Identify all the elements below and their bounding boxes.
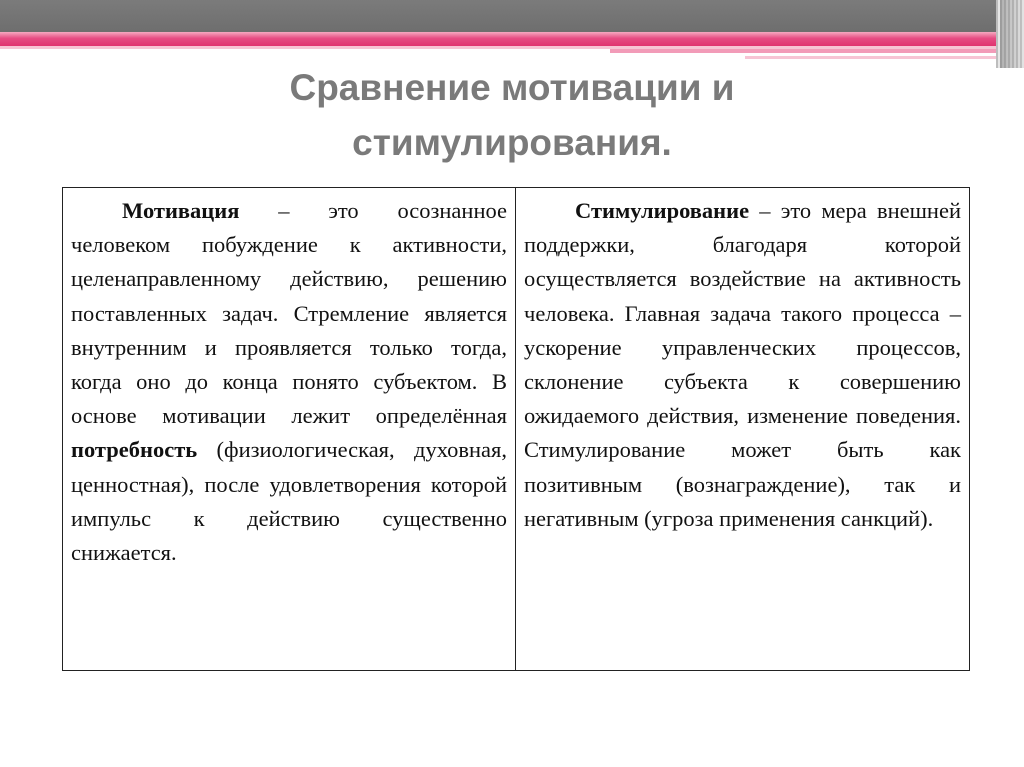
motivation-cell (63, 188, 516, 670)
stimulation-cell (516, 188, 969, 670)
header-bar (0, 0, 1024, 32)
accent-stripe-short (610, 49, 1000, 53)
motivation-definition (71, 194, 507, 570)
accent-stripe (0, 32, 1000, 46)
need-keyword: потребность (71, 437, 198, 463)
motivation-text-part1: – это осознанное человеком побуждение к активности, целенаправленному действию, решению поставленных задач. Стремление является внутренним и проявляется только тогда, когда оно до конца понято субъектом. В основе мотивации лежит определённая (71, 198, 507, 429)
stimulation-term: Стимулирование (575, 198, 750, 223)
slide-title (0, 60, 1024, 170)
accent-stripe-shorter (745, 56, 1000, 59)
comparison-table (62, 187, 970, 671)
page-edge-shade (1000, 0, 1024, 68)
slide-title-line-1: Сравнение мотивации и (289, 67, 735, 108)
slide-title-line-2: стимулирования. (352, 122, 672, 163)
stimulation-text: – это мера внешней поддержки, благодаря которой осуществляется воздействие на активность человека. Главная задача такого процесса – ускорение управленческих процессов, склонение субъекта к совершению ожидаемого действия, изменение поведения. Стимулирование может быть как позитивным (вознаграждение), так и негативным (угроза применения санкций). (524, 198, 961, 531)
stimulation-definition (524, 194, 961, 536)
motivation-text-part2: (физиологическая, духовная, ценностная), после удовлетворения которой импульс к действию существенно снижается. (71, 437, 507, 566)
motivation-term: Мотивация (122, 198, 240, 223)
